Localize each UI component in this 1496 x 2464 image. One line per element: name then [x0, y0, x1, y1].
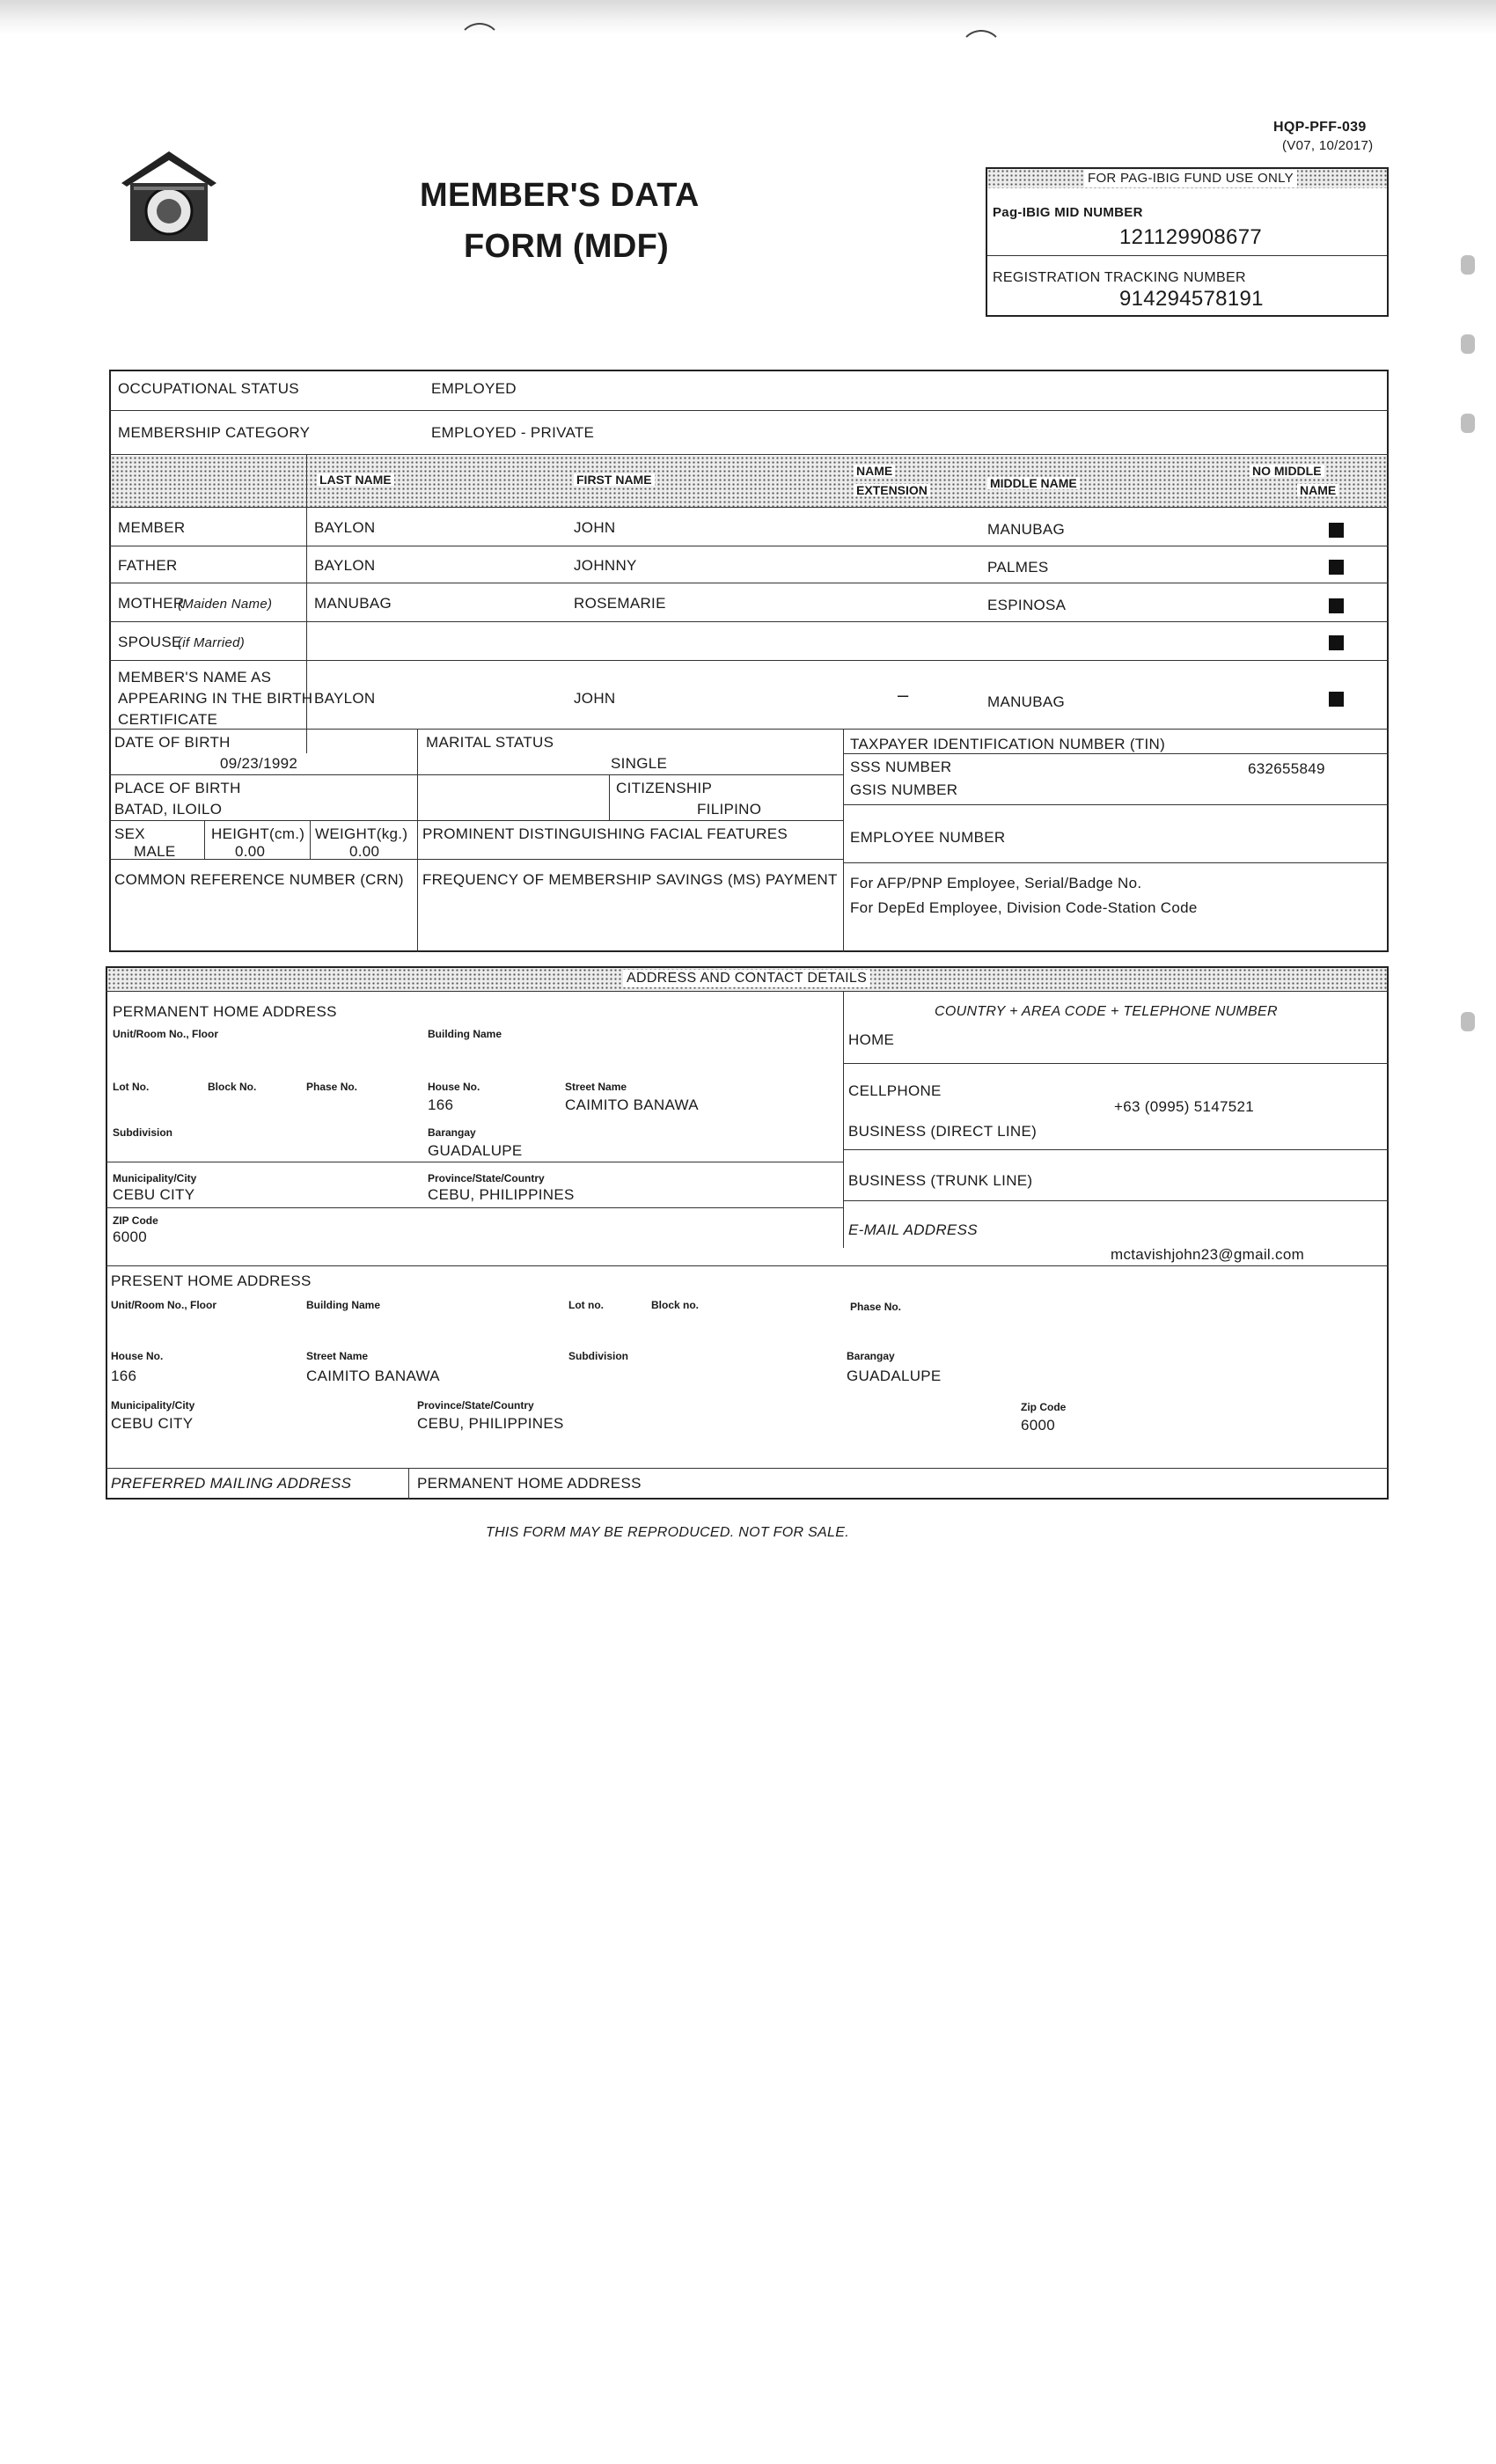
- first-name-header: FIRST NAME: [574, 473, 655, 486]
- tin-label: TAXPAYER IDENTIFICATION NUMBER (TIN): [850, 736, 1166, 752]
- street-label: Street Name: [565, 1081, 627, 1093]
- barangay-label: Barangay: [428, 1126, 476, 1139]
- member-last-name: BAYLON: [314, 519, 376, 536]
- page-title-sub: FORM (MDF): [464, 228, 670, 265]
- pag-ibig-logo: [116, 148, 222, 245]
- fund-use-header: FOR PAG-IBIG FUND USE ONLY: [1084, 170, 1297, 187]
- weight-value: 0.00: [349, 843, 380, 860]
- father-first-name: JOHNNY: [574, 557, 637, 574]
- phone-format-header: COUNTRY + AREA CODE + TELEPHONE NUMBER: [935, 1004, 1278, 1019]
- present-municipality-value: CEBU CITY: [111, 1415, 194, 1432]
- father-middle-name: PALMES: [987, 559, 1049, 576]
- sss-label: SSS NUMBER: [850, 759, 952, 775]
- lot-label: Lot No.: [113, 1081, 150, 1093]
- facial-features-label: PROMINENT DISTINGUISHING FACIAL FEATURES: [422, 825, 788, 842]
- ms-payment-frequency-label: FREQUENCY OF MEMBERSHIP SAVINGS (MS) PAYMENT: [422, 871, 838, 888]
- present-phase-label: Phase No.: [850, 1301, 902, 1313]
- membership-category-value: EMPLOYED - PRIVATE: [431, 424, 595, 441]
- birth-cert-last-name: BAYLON: [314, 690, 376, 707]
- no-middle-name-header-2: NAME: [1297, 484, 1338, 496]
- house-value: 166: [428, 1096, 454, 1113]
- province-label: Province/State/Country: [428, 1172, 545, 1184]
- weight-label: WEIGHT(kg.): [315, 825, 408, 842]
- birth-cert-middle-name: MANUBAG: [987, 693, 1066, 710]
- scan-edge-mark: [1461, 334, 1475, 354]
- member-first-name: JOHN: [574, 519, 616, 536]
- birth-cert-name-label-1: MEMBER'S NAME AS: [118, 669, 272, 686]
- subdivision-label: Subdivision: [113, 1126, 173, 1139]
- address-section-title: ADDRESS AND CONTACT DETAILS: [623, 970, 870, 987]
- present-barangay-label: Barangay: [847, 1350, 895, 1362]
- cellphone-label: CELLPHONE: [848, 1082, 942, 1099]
- father-label: FATHER: [118, 557, 178, 574]
- mother-middle-name: ESPINOSA: [987, 597, 1067, 613]
- punch-hole: [959, 30, 1003, 74]
- cellphone-value: +63 (0995) 5147521: [1114, 1098, 1255, 1115]
- province-value: CEBU, PHILIPPINES: [428, 1186, 575, 1203]
- present-barangay-value: GUADALUPE: [847, 1368, 942, 1384]
- present-house-value: 166: [111, 1368, 137, 1384]
- deped-label: For DepEd Employee, Division Code-Station Code: [850, 899, 1198, 916]
- page-title: MEMBER'S DATA: [420, 177, 700, 214]
- street-value: CAIMITO BANAWA: [565, 1096, 699, 1113]
- present-lot-label: Lot no.: [568, 1299, 604, 1311]
- member-middle-name: MANUBAG: [987, 521, 1066, 538]
- afp-pnp-label: For AFP/PNP Employee, Serial/Badge No.: [850, 875, 1142, 891]
- height-label: HEIGHT(cm.): [211, 825, 305, 842]
- mother-last-name: MANUBAG: [314, 595, 392, 612]
- scan-edge-mark: [1461, 1012, 1475, 1031]
- no-middle-name-checkbox[interactable]: [1329, 692, 1344, 707]
- business-direct-label: BUSINESS (DIRECT LINE): [848, 1123, 1038, 1140]
- member-data-form: [99, 106, 1385, 1549]
- occupational-status-value: EMPLOYED: [431, 380, 517, 397]
- present-street-label: Street Name: [306, 1350, 369, 1362]
- birth-cert-name-label-3: CERTIFICATE: [118, 711, 218, 728]
- present-zip-value: 6000: [1021, 1417, 1056, 1434]
- name-header-bg: [111, 456, 1387, 507]
- present-unit-label: Unit/Room No., Floor: [111, 1299, 216, 1311]
- present-house-label: House No.: [111, 1350, 164, 1362]
- mid-number-label: Pag-IBIG MID NUMBER: [993, 205, 1143, 220]
- zip-label: ZIP Code: [113, 1214, 158, 1227]
- mother-first-name: ROSEMARIE: [574, 595, 666, 612]
- place-of-birth-label: PLACE OF BIRTH: [114, 780, 241, 796]
- height-value: 0.00: [235, 843, 266, 860]
- no-middle-name-checkbox[interactable]: [1329, 560, 1344, 575]
- marital-status-label: MARITAL STATUS: [426, 734, 554, 751]
- sex-label: SEX: [114, 825, 145, 842]
- preferred-mailing-value: PERMANENT HOME ADDRESS: [417, 1475, 642, 1492]
- home-phone-label: HOME: [848, 1031, 895, 1048]
- punch-hole: [458, 23, 502, 67]
- birth-cert-name-extension: –: [898, 684, 909, 706]
- no-middle-name-checkbox[interactable]: [1329, 598, 1344, 613]
- sss-value: 632655849: [1248, 760, 1325, 777]
- name-ext-header-1: NAME: [854, 465, 895, 477]
- permanent-address-title: PERMANENT HOME ADDRESS: [113, 1003, 337, 1020]
- name-ext-header-2: EXTENSION: [854, 484, 930, 496]
- unit-label: Unit/Room No., Floor: [113, 1028, 218, 1040]
- rtn-label: REGISTRATION TRACKING NUMBER: [993, 270, 1246, 285]
- preferred-mailing-label: PREFERRED MAILING ADDRESS: [111, 1475, 352, 1492]
- citizenship-label: CITIZENSHIP: [616, 780, 713, 796]
- no-middle-name-checkbox[interactable]: [1329, 523, 1344, 538]
- house-label: House No.: [428, 1081, 480, 1093]
- email-label: E-MAIL ADDRESS: [848, 1221, 978, 1238]
- municipality-value: CEBU CITY: [113, 1186, 195, 1203]
- building-label: Building Name: [428, 1028, 502, 1040]
- employee-number-label: EMPLOYEE NUMBER: [850, 829, 1006, 846]
- scan-shadow: [0, 0, 1496, 35]
- place-of-birth-value: BATAD, ILOILO: [114, 801, 223, 818]
- dob-value: 09/23/1992: [220, 755, 298, 772]
- no-middle-name-header-1: NO MIDDLE: [1250, 465, 1324, 477]
- zip-value: 6000: [113, 1228, 148, 1245]
- present-block-label: Block no.: [651, 1299, 700, 1311]
- present-address-title: PRESENT HOME ADDRESS: [111, 1272, 312, 1289]
- membership-category-label: MEMBERSHIP CATEGORY: [118, 424, 311, 441]
- present-building-label: Building Name: [306, 1299, 381, 1311]
- dob-label: DATE OF BIRTH: [114, 734, 231, 751]
- present-street-value: CAIMITO BANAWA: [306, 1368, 440, 1384]
- mid-number-value: 121129908677: [1119, 225, 1262, 249]
- spouse-label: SPOUSE: [118, 634, 182, 650]
- mother-label-note: (Maiden Name): [178, 597, 273, 612]
- crn-label: COMMON REFERENCE NUMBER (CRN): [114, 871, 404, 888]
- no-middle-name-checkbox[interactable]: [1329, 635, 1344, 650]
- address-contact-box: [106, 966, 1389, 1500]
- present-province-value: CEBU, PHILIPPINES: [417, 1415, 564, 1432]
- rtn-value: 914294578191: [1119, 287, 1264, 311]
- present-province-label: Province/State/Country: [417, 1399, 534, 1412]
- form-code: HQP-PFF-039: [1273, 120, 1367, 135]
- business-trunk-label: BUSINESS (TRUNK LINE): [848, 1172, 1033, 1189]
- citizenship-value: FILIPINO: [697, 801, 762, 818]
- present-zip-label: Zip Code: [1021, 1401, 1067, 1413]
- municipality-label: Municipality/City: [113, 1172, 197, 1184]
- birth-cert-first-name: JOHN: [574, 690, 616, 707]
- phase-label: Phase No.: [306, 1081, 358, 1093]
- present-subdivision-label: Subdivision: [568, 1350, 629, 1362]
- footer-note: THIS FORM MAY BE REPRODUCED. NOT FOR SALE.: [486, 1525, 849, 1540]
- occupational-status-label: OCCUPATIONAL STATUS: [118, 380, 299, 397]
- sex-value: MALE: [134, 843, 176, 860]
- father-last-name: BAYLON: [314, 557, 376, 574]
- scan-edge-mark: [1461, 414, 1475, 433]
- spouse-label-note: (if Married): [178, 635, 246, 650]
- member-label: MEMBER: [118, 519, 186, 536]
- birth-cert-name-label-2: APPEARING IN THE BIRTH: [118, 690, 313, 707]
- block-label: Block No.: [208, 1081, 257, 1093]
- form-version: (V07, 10/2017): [1282, 138, 1374, 153]
- last-name-header: LAST NAME: [317, 473, 394, 486]
- present-municipality-label: Municipality/City: [111, 1399, 195, 1412]
- gsis-label: GSIS NUMBER: [850, 781, 958, 798]
- email-value: mctavishjohn23@gmail.com: [1111, 1246, 1305, 1263]
- mother-label: MOTHER: [118, 595, 185, 612]
- middle-name-header: MIDDLE NAME: [987, 477, 1080, 489]
- marital-status-value: SINGLE: [611, 755, 668, 772]
- scan-edge-mark: [1461, 255, 1475, 275]
- barangay-value: GUADALUPE: [428, 1142, 523, 1159]
